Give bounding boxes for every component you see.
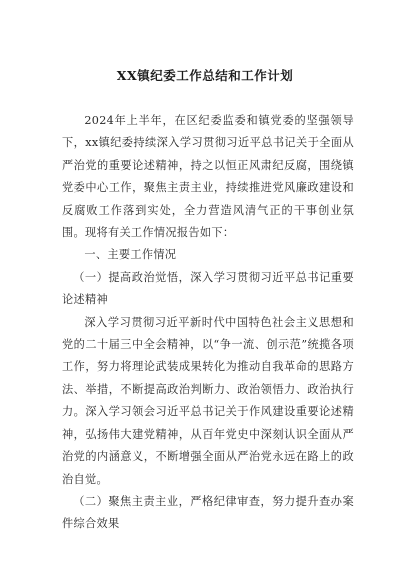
subsection-heading: （一）提高政治觉悟，深入学习贯彻习近平总书记重要论述精神 <box>62 270 354 307</box>
subsection-heading: （二）聚焦主责主业，严格纪律审查，努力提升查办案件综合效果 <box>62 494 354 531</box>
document-title: XX镇纪委工作总结和工作计划 <box>116 68 294 83</box>
section-heading: 一、主要工作情况 <box>84 248 177 262</box>
document-body <box>62 110 354 536</box>
intro-paragraph: 2024年上半年，在区纪委监委和镇党委的坚强领导下，xx镇纪委持续深入学习贯彻习近平总书记关于全面从严治党的重要论述精神，持之以恒正风肃纪反腐，围绕镇党委中心工作，聚焦主责主业，持续推进党风廉政建设和反腐败工作落到实处，全力营造风清气正的干事创业氛围。现将有关工作情况报告如下： <box>62 114 354 240</box>
body-paragraph: 深入学习贯彻习近平新时代中国特色社会主义思想和党的二十届三中全会精神，以“争一流、创示范”统揽各项工作，努力将理论武装成果转化为推动自我革命的思路方法、举措，不断提高政治判断力、政治领悟力、政治执行力。深入学习领会习近平总书记关于作风建设重要论述精神，弘扬伟大建党精神，从百年党史中深刻认识全面从严治党的内涵意义，不断增强全面从严治党永远在路上的政治自觉。 <box>62 315 354 486</box>
